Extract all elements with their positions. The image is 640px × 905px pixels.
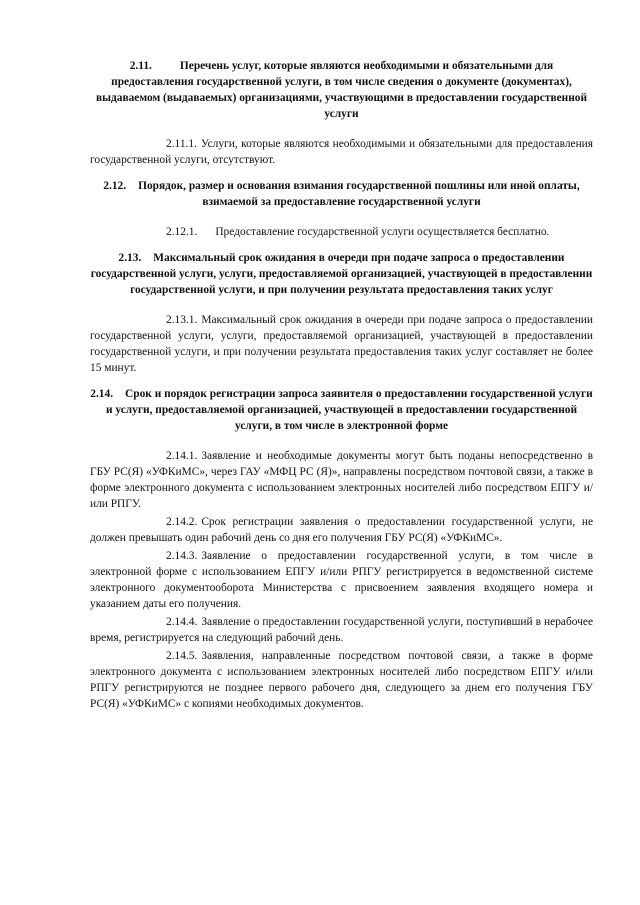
paragraph-number: 2.13.1. — [166, 314, 198, 326]
paragraph-text: Заявление и необходимые документы могут быть поданы непосредственно в ГБУ РС(Я) «УФКиМС», через ГАУ «МФЦ РС (Я)», направлены посредством почтовой связи, а также в форме электронного документа с использованием электронных носителей либо посредством ЕПГУ и/или РПГУ. — [90, 450, 593, 510]
section-heading — [90, 386, 593, 434]
paragraph-2-14-1 — [90, 448, 593, 512]
section-heading — [90, 178, 593, 210]
section-number: 2.14. — [90, 388, 114, 400]
section-heading-text: Срок и порядок регистрации запроса заявителя о предоставлении государственной услуги и услуги, предоставляемой организацией, участвующей в предоставлении государственной услуги, в том числе в электронной форме — [105, 388, 593, 432]
section-2-13 — [90, 250, 593, 376]
section-number: 2.13. — [118, 252, 142, 264]
section-2-14 — [90, 386, 593, 712]
paragraph-text: Заявления, направленные посредством почтовой связи, а также в форме электронного документа с использованием электронных носителей либо посредством ЕПГУ и/или РПГУ регистрируются не позднее первого рабочего дня, следующего за днем его получения ГБУ РС(Я) «УФКиМС» с копиями необходимых документов. — [90, 650, 593, 710]
section-2-12 — [90, 178, 593, 240]
paragraph-2-13-1 — [90, 312, 593, 376]
paragraph-number: 2.14.4. — [166, 616, 198, 628]
paragraph-text: Максимальный срок ожидания в очереди при подаче запроса о предоставлении государственной услуги, услуги, предоставляемой организацией, участвующей в предоставлении государственной услуги, и при получении результата предоставления таких услуг составляет не более 15 минут. — [90, 314, 593, 374]
section-number: 2.11. — [129, 60, 152, 72]
section-heading-text: Перечень услуг, которые являются необходимыми и обязательными для предоставления государственной услуги, в том числе сведения о документе (документах), выдаваемом (выдаваемых) организациями, участвующими в предоставлении государственной услуги — [95, 60, 588, 120]
paragraph-2-11-1 — [90, 136, 593, 168]
paragraph-text: Услуги, которые являются необходимыми и обязательными для предоставления государственной услуги, отсутствуют. — [90, 138, 593, 166]
paragraph-2-12-1 — [90, 224, 593, 240]
paragraph-text: Срок регистрации заявления о предоставлении государственной услуги, не должен превышать один рабочий день со дня его получения ГБУ РС(Я) «УФКиМС». — [90, 516, 593, 544]
section-heading — [90, 58, 593, 122]
paragraph-number: 2.14.3. — [166, 550, 198, 562]
paragraph-2-14-3 — [90, 548, 593, 612]
paragraph-2-14-2 — [90, 514, 593, 546]
paragraph-text: Заявление о предоставлении государственной услуги, поступивший в нерабочее время, регистрируется на следующий рабочий день. — [90, 616, 593, 644]
section-heading-text: Максимальный срок ожидания в очереди при подаче запроса о предоставлении государственной услуги, услуги, предоставляемой организацией, участвующей в предоставлении государственной услуги, и при получении результата предоставления таких услуг — [90, 252, 593, 296]
paragraph-number: 2.14.1. — [166, 450, 198, 462]
paragraph-number: 2.14.5. — [166, 650, 198, 662]
paragraph-2-14-5 — [90, 648, 593, 712]
section-2-11 — [90, 58, 593, 168]
section-number: 2.12. — [103, 180, 127, 192]
paragraph-text: Заявление о предоставлении государственной услуги, в том числе в электронной форме с использованием ЕПГУ и/или РПГУ регистрируется в ведомственной системе электронного документооборота Министерства с присвоением заявления входящего номера и указанием даты его получения. — [90, 550, 593, 610]
section-heading — [90, 250, 593, 298]
paragraph-2-14-4 — [90, 614, 593, 646]
section-heading-text: Порядок, размер и основания взимания государственной пошлины или иной оплаты, взимаемой за предоставление государственной услуги — [138, 180, 580, 208]
paragraph-number: 2.12.1. — [166, 226, 198, 238]
paragraph-text: Предоставление государственной услуги осуществляется бесплатно. — [215, 226, 550, 238]
paragraph-number: 2.11.1. — [166, 138, 197, 150]
paragraph-number: 2.14.2. — [166, 516, 198, 528]
